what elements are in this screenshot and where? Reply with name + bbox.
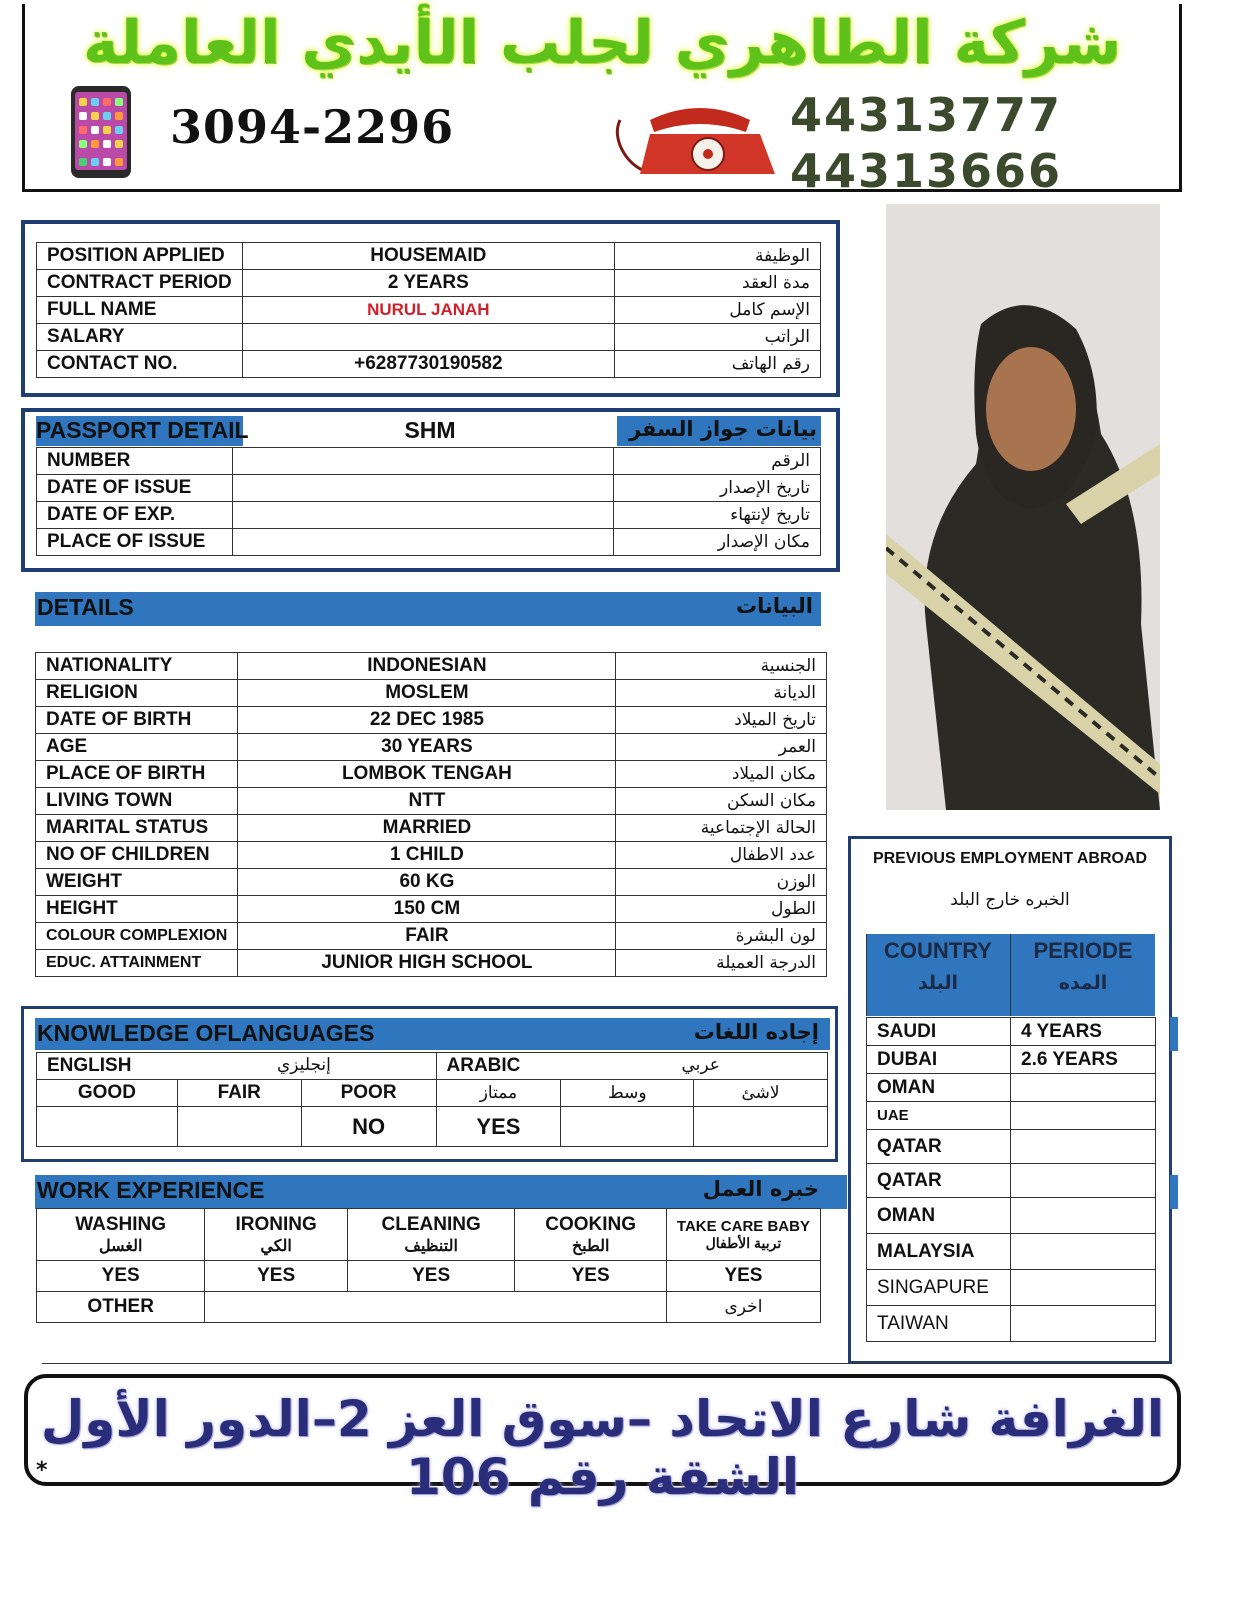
country-cell: OMAN — [867, 1198, 1011, 1234]
other-label: OTHER — [37, 1292, 205, 1323]
details-table — [35, 652, 827, 977]
details-value: JUNIOR HIGH SCHOOL — [238, 950, 616, 977]
table-row — [867, 1164, 1156, 1198]
label-date-of-exp: DATE OF EXP. — [37, 502, 233, 529]
work-table — [36, 1208, 821, 1323]
period-cell — [1011, 1270, 1156, 1306]
period-cell — [1011, 1130, 1156, 1164]
divider — [42, 1363, 1172, 1364]
table-row — [36, 923, 827, 950]
arabic-label: الطول — [616, 896, 827, 923]
value-date-of-exp — [232, 502, 613, 529]
col-period-header-ar: المده — [1058, 972, 1108, 994]
period-cell: 2.6 YEARS — [1011, 1046, 1156, 1074]
table-row — [37, 1107, 828, 1147]
col-period-header: PERIODE — [1033, 938, 1133, 963]
address-section — [24, 1374, 1181, 1506]
table-row — [867, 1306, 1156, 1342]
value-contact-no: +6287730190582 — [242, 351, 614, 378]
col-country-header: COUNTRY — [884, 938, 992, 963]
details-label: PLACE OF BIRTH — [36, 761, 238, 788]
table-row — [36, 950, 827, 977]
table-row — [36, 815, 827, 842]
table-row — [36, 707, 827, 734]
divider — [866, 934, 867, 1016]
arabic-label: الحالة الإجتماعية — [616, 815, 827, 842]
period-cell: 4 YEARS — [1011, 1018, 1156, 1046]
work-title-ar: خبره العمل — [702, 1177, 819, 1201]
details-value: MOSLEM — [238, 680, 616, 707]
country-cell: TAIWAN — [867, 1306, 1011, 1342]
languages-title-bar — [35, 1018, 827, 1050]
details-label: EDUC. ATTAINMENT — [36, 950, 238, 977]
table-row — [37, 297, 821, 324]
telephone-icon — [610, 100, 790, 180]
country-cell: QATAR — [867, 1130, 1011, 1164]
table-row — [37, 1292, 821, 1323]
level-average-ar: وسط — [561, 1080, 694, 1107]
company-header — [22, 4, 1182, 198]
table-row — [867, 1046, 1156, 1074]
label-contact-no: CONTACT NO. — [37, 351, 243, 378]
details-value: NTT — [238, 788, 616, 815]
details-value: 22 DEC 1985 — [238, 707, 616, 734]
label-date-of-issue: DATE OF ISSUE — [37, 475, 233, 502]
employment-title-ar: الخبره خارج البلد — [950, 890, 1070, 910]
table-row — [36, 734, 827, 761]
company-name: شركة الطاهري لجلب الأيدي العاملة — [82, 8, 1122, 78]
arabic-label: لون البشرة — [616, 923, 827, 950]
level-none-ar: لاشئ — [694, 1080, 828, 1107]
table-row — [36, 653, 827, 680]
landline-number-2: 44313666 — [790, 144, 1063, 198]
skill-label-ar: الكي — [260, 1237, 292, 1255]
details-value: 150 CM — [238, 896, 616, 923]
table-row — [36, 869, 827, 896]
answer-cell — [177, 1107, 301, 1147]
label-place-of-issue: PLACE OF ISSUE — [37, 529, 233, 556]
skill-label: COOKING — [545, 1213, 637, 1235]
label-contract-period: CONTRACT PERIOD — [37, 270, 243, 297]
skill-washing — [37, 1209, 205, 1261]
label-position-applied: POSITION APPLIED — [37, 243, 243, 270]
skill-take-care-baby — [666, 1209, 820, 1261]
table-row — [37, 448, 821, 475]
language-arabic-label-ar: عربي — [681, 1055, 720, 1074]
details-value: LOMBOK TENGAH — [238, 761, 616, 788]
details-label: COLOUR COMPLEXION — [36, 923, 238, 950]
level-fair: FAIR — [177, 1080, 301, 1107]
country-cell: OMAN — [867, 1074, 1011, 1102]
answer-cell — [694, 1107, 828, 1147]
landline-number-1: 44313777 — [790, 88, 1063, 142]
table-row — [867, 1130, 1156, 1164]
period-cell — [1011, 1306, 1156, 1342]
period-cell — [1011, 1234, 1156, 1270]
table-row — [36, 761, 827, 788]
country-cell: SAUDI — [867, 1018, 1011, 1046]
table-row — [37, 324, 821, 351]
period-cell — [1011, 1074, 1156, 1102]
details-label: MARITAL STATUS — [36, 815, 238, 842]
languages-table — [36, 1052, 828, 1147]
value-full-name: NURUL JANAH — [242, 297, 614, 324]
details-value: 1 CHILD — [238, 842, 616, 869]
country-cell: QATAR — [867, 1164, 1011, 1198]
country-cell: DUBAI — [867, 1046, 1011, 1074]
value-passport-number — [232, 448, 613, 475]
details-value: MARRIED — [238, 815, 616, 842]
employment-title: PREVIOUS EMPLOYMENT ABROAD — [872, 850, 1148, 867]
arabic-label: العمر — [616, 734, 827, 761]
table-row — [37, 270, 821, 297]
language-arabic — [436, 1053, 827, 1080]
table-row — [867, 1270, 1156, 1306]
language-english-label-ar: إنجليزي — [277, 1055, 331, 1074]
country-cell: UAE — [867, 1102, 1011, 1130]
arabic-label: تاريخ لإنتهاء — [614, 502, 821, 529]
arabic-label: تاريخ الميلاد — [616, 707, 827, 734]
period-cell — [1011, 1164, 1156, 1198]
arabic-label: الرقم — [614, 448, 821, 475]
applicant-photo — [886, 204, 1160, 810]
answer-cell: YES — [436, 1107, 561, 1147]
arabic-label: تاريخ الإصدار — [614, 475, 821, 502]
skill-value: YES — [37, 1261, 205, 1292]
details-title: DETAILS — [37, 594, 134, 620]
table-row — [37, 1261, 821, 1292]
other-value — [205, 1292, 667, 1323]
employment-table — [866, 1017, 1156, 1342]
passport-table — [36, 447, 821, 556]
value-contract-period: 2 YEARS — [242, 270, 614, 297]
decoration-tab — [1170, 1017, 1178, 1051]
skill-label: CLEANING — [381, 1213, 481, 1235]
details-label: NO OF CHILDREN — [36, 842, 238, 869]
languages-title-ar: إجاده اللغات — [693, 1020, 819, 1044]
value-place-of-issue — [232, 529, 613, 556]
details-value: 60 KG — [238, 869, 616, 896]
mobile-number: 3094-2296 — [170, 100, 455, 154]
mobile-phone-icon — [69, 84, 133, 180]
skill-label-ar: الغسل — [98, 1237, 143, 1255]
table-row — [867, 1102, 1156, 1130]
arabic-label: مكان السكن — [616, 788, 827, 815]
skill-value: YES — [347, 1261, 514, 1292]
language-arabic-label: ARABIC — [446, 1055, 521, 1076]
arabic-label: مدة العقد — [614, 270, 820, 297]
address-text: الغرافة شارع الاتحاد –سوق العز 2–الدور الأول الشقة رقم 106 — [40, 1390, 1165, 1506]
footer-marker: * — [36, 1458, 48, 1483]
table-row — [867, 1198, 1156, 1234]
label-full-name: FULL NAME — [37, 297, 243, 324]
skill-label: TAKE CARE BABY — [676, 1217, 810, 1235]
details-value: INDONESIAN — [238, 653, 616, 680]
col-country-header-ar: البلد — [917, 972, 959, 994]
details-label: AGE — [36, 734, 238, 761]
languages-title: KNOWLEDGE OFLANGUAGES — [37, 1020, 375, 1046]
passport-code: SHM — [404, 417, 456, 443]
level-good: GOOD — [37, 1080, 178, 1107]
skill-value: YES — [666, 1261, 820, 1292]
answer-cell — [37, 1107, 178, 1147]
details-label: LIVING TOWN — [36, 788, 238, 815]
arabic-label: الوزن — [616, 869, 827, 896]
table-row — [867, 1018, 1156, 1046]
country-cell: MALAYSIA — [867, 1234, 1011, 1270]
label-salary: SALARY — [37, 324, 243, 351]
details-label: HEIGHT — [36, 896, 238, 923]
details-value: FAIR — [238, 923, 616, 950]
table-row — [36, 842, 827, 869]
arabic-label: عدد الاطفال — [616, 842, 827, 869]
table-row — [37, 1080, 828, 1107]
divider — [1010, 934, 1011, 1016]
answer-cell: NO — [301, 1107, 436, 1147]
passport-title: PASSPORT DETAIL — [36, 417, 249, 443]
skill-label-ar: التنظيف — [404, 1237, 458, 1255]
details-title-bar — [35, 592, 821, 626]
table-row — [37, 1209, 821, 1261]
arabic-label: الوظيفة — [614, 243, 820, 270]
details-label: RELIGION — [36, 680, 238, 707]
value-position-applied: HOUSEMAID — [242, 243, 614, 270]
value-date-of-issue — [232, 475, 613, 502]
table-row — [867, 1074, 1156, 1102]
details-label: DATE OF BIRTH — [36, 707, 238, 734]
level-excellent-ar: ممتاز — [436, 1080, 561, 1107]
table-row — [37, 529, 821, 556]
skill-label: WASHING — [75, 1213, 167, 1235]
work-title-bar — [35, 1175, 847, 1209]
skill-cleaning — [347, 1209, 514, 1261]
country-cell: SINGAPURE — [867, 1270, 1011, 1306]
decoration-tab — [1170, 1175, 1178, 1209]
arabic-label: مكان الإصدار — [614, 529, 821, 556]
details-label: WEIGHT — [36, 869, 238, 896]
skill-label-ar: تربية الأطفال — [705, 1234, 782, 1251]
period-cell — [1011, 1198, 1156, 1234]
table-row — [37, 502, 821, 529]
skill-ironing — [205, 1209, 348, 1261]
label-passport-number: NUMBER — [37, 448, 233, 475]
answer-cell — [561, 1107, 694, 1147]
arabic-label: الدرجة العميلة — [616, 950, 827, 977]
skill-label-ar: الطبخ — [571, 1237, 610, 1255]
details-title-ar: البيانات — [736, 594, 813, 618]
skill-value: YES — [515, 1261, 667, 1292]
period-cell — [1011, 1102, 1156, 1130]
details-value: 30 YEARS — [238, 734, 616, 761]
decoration-tab — [827, 1018, 830, 1050]
skill-label: IRONING — [235, 1213, 317, 1235]
table-row — [36, 896, 827, 923]
arabic-label: الإسم كامل — [614, 297, 820, 324]
table-row — [867, 1234, 1156, 1270]
work-title: WORK EXPERIENCE — [37, 1177, 265, 1203]
skill-cooking — [515, 1209, 667, 1261]
table-row — [37, 351, 821, 378]
language-english-label: ENGLISH — [47, 1055, 132, 1076]
details-label: NATIONALITY — [36, 653, 238, 680]
skill-value: YES — [205, 1261, 348, 1292]
level-poor: POOR — [301, 1080, 436, 1107]
table-row — [36, 680, 827, 707]
other-label-ar: اخرى — [666, 1292, 820, 1323]
table-row — [36, 788, 827, 815]
arabic-label: مكان الميلاد — [616, 761, 827, 788]
passport-title-ar: بيانات جواز السفر — [628, 417, 817, 441]
language-english — [37, 1053, 437, 1080]
value-salary — [242, 324, 614, 351]
table-row — [37, 243, 821, 270]
arabic-label: رقم الهاتف — [614, 351, 820, 378]
position-table — [36, 242, 821, 378]
arabic-label: الديانة — [616, 680, 827, 707]
table-row — [37, 1053, 828, 1080]
table-row — [37, 475, 821, 502]
arabic-label: الراتب — [614, 324, 820, 351]
arabic-label: الجنسية — [616, 653, 827, 680]
